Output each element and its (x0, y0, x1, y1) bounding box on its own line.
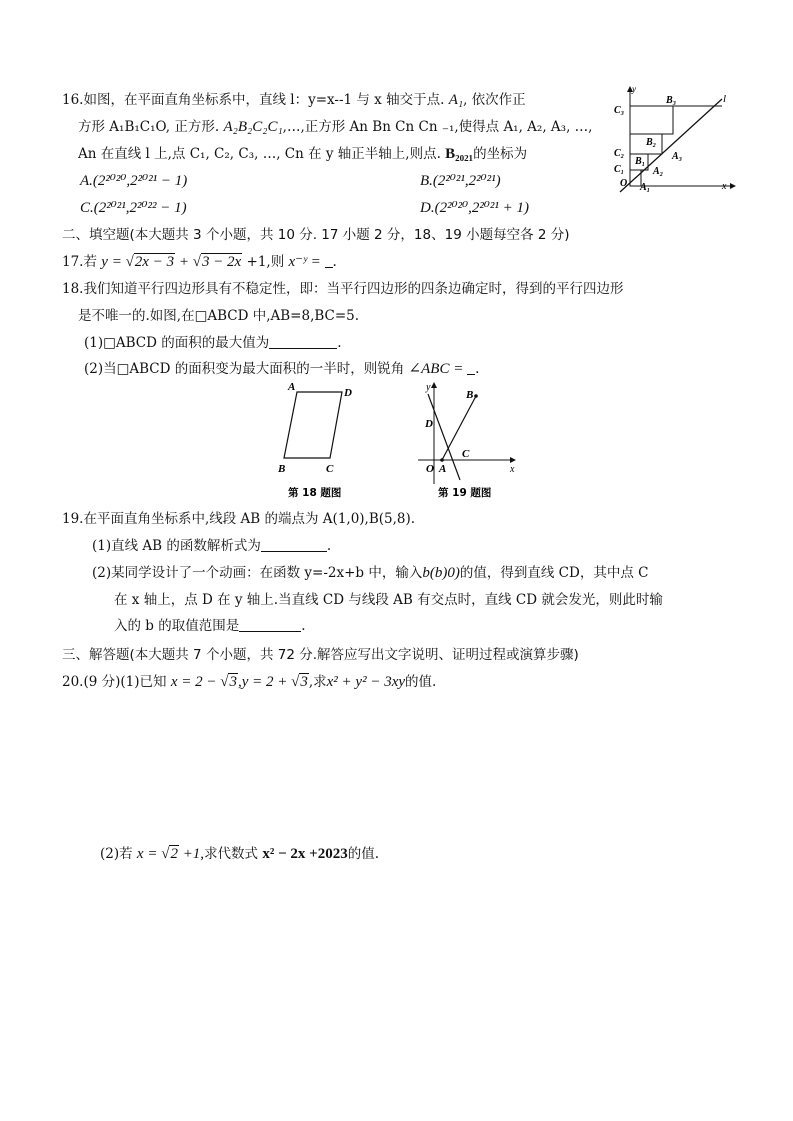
fig19-label-d: D (425, 418, 433, 430)
q20-part1: 20.(9 分)(1)已知 x = 2 − √3,y = 2 + √3,求x² + y² − 3xy的值. (62, 674, 437, 690)
fig16-label-y: y (632, 84, 636, 94)
q20-radicand-1: 3 (229, 674, 237, 690)
q18-line1: 18.我们知道平行四边形具有不稳定性，即：当平行四边形的四条边确定时，得到的平行四边形 (62, 281, 624, 297)
fig16-label-c2: C₂ (614, 148, 625, 159)
figure-16 (612, 82, 757, 194)
section-3-heading: 三、解答题(本大题共 7 个小题，共 72 分.解答应写出文字说明、证明过程或演算步骤) (62, 647, 579, 663)
point-b (474, 394, 478, 398)
fig16-label-x: x (722, 181, 727, 192)
q18-answer-blank-2[interactable] (467, 360, 475, 375)
fig16-label-a2: A₂ (653, 166, 664, 177)
q19-part2-line2: 在 x 轴上，点 D 在 y 轴上.当直线 CD 与线段 AB 有交点时，直线 CD 就会发光，则此时输 (114, 592, 663, 608)
q17-answer-blank[interactable] (325, 253, 333, 268)
q18-line2: 是不唯一的.如图,在□ABCD 中,AB=8,BC=5. (78, 308, 360, 324)
q16-option-c[interactable]: C.(2²⁰²¹,2²⁰²² − 1) (80, 200, 187, 216)
fig18-label-c: C (326, 463, 334, 475)
q19-line1: 19.在平面直角坐标系中,线段 AB 的端点为 A(1,0),B(5,8). (62, 511, 416, 527)
fig18-label-d: D (344, 387, 352, 399)
q16-line1: 16.如图，在平面直角坐标系中，直线 l：y=x--1 与 x 轴交于点. A₁, 依次作正 (62, 92, 526, 108)
q18-answer-blank-1[interactable] (269, 334, 337, 349)
q16-option-d[interactable]: D.(2²⁰²⁰,2²⁰²¹ + 1) (420, 200, 529, 216)
fig16-label-b1: B₁ (635, 156, 646, 167)
fig19-label-o: O (426, 463, 434, 475)
fig16-label-a1: A₁ (640, 182, 651, 193)
q16-option-a[interactable]: A.(2²⁰²⁰,2²⁰²¹ − 1) (80, 173, 188, 189)
q19-part2-line3: 入的 b 的取值范围是 . (114, 618, 306, 634)
fig16-label-a3: A₃ (672, 151, 683, 162)
fig19-caption: 第 19 题图 (438, 487, 492, 499)
q18-part1: (1)□ABCD 的面积的最大值为 . (84, 335, 342, 351)
q20-radicand-2: 3 (300, 674, 308, 690)
point-a (440, 458, 444, 462)
q19-part1: (1)直线 AB 的函数解析式为 . (92, 538, 332, 554)
fig16-label-c3: C₃ (614, 105, 625, 116)
fig16-label-b3: B₃ (666, 95, 677, 106)
figure-18 (274, 380, 384, 500)
line-l (620, 99, 722, 192)
q16-line2: 方形 A₁B₁C₁O, 正方形. A₂B₂C₂C₁,…,正方形 An Bn Cn Cn ₋₁,使得点 A₁, A₂, A₃, …, (78, 119, 593, 135)
q16-option-b[interactable]: B.(2²⁰²¹,2²⁰²¹) (420, 173, 501, 189)
fig19-label-x: x (510, 464, 515, 475)
fig16-label-o: O (620, 178, 628, 189)
fig19-label-a: A (439, 463, 447, 475)
q20-part2: (2)若 x = √2 +1,求代数式 x² − 2x +2023的值. (100, 846, 379, 862)
section-2-heading: 二、填空题(本大题共 3 个小题，共 10 分. 17 小题 2 分，18、19 小题每空各 2 分) (62, 227, 570, 243)
fig16-label-b2: B₂ (646, 137, 657, 148)
q20-radicand-3: 2 (170, 846, 178, 862)
fig16-label-l: l (723, 93, 727, 105)
q19-answer-blank-2[interactable] (239, 617, 301, 632)
fig18-label-a: A (288, 381, 296, 393)
q16-line3: An 在直线 l 上,点 C₁, C₂, C₃, …, Cn 在 y 轴正半轴上,则点. B₂₀₂₁的坐标为 (78, 146, 528, 162)
fig19-label-y: y (426, 382, 431, 393)
fig19-label-b: B (466, 389, 474, 401)
parallelogram-abcd (284, 392, 342, 458)
figure-19 (414, 380, 524, 500)
q17-radicand-2: 3 − 2x (201, 254, 242, 270)
q19-part2-line1: (2)某同学设计了一个动画：在函数 y=-2x+b 中，输入b(b)0)的值，得到直线 CD，其中点 C (92, 565, 649, 581)
q19-answer-blank-1[interactable] (261, 537, 327, 552)
q18-part2: (2)当□ABCD 的面积变为最大面积的一半时，则锐角 ∠ABC = . (84, 361, 480, 377)
q17: 17.若 y = √2x − 3 + √3 − 2x +1,则 x⁻ʸ = . (62, 254, 337, 270)
fig18-label-b: B (278, 463, 286, 475)
segment-ab (442, 396, 476, 460)
square-4 (630, 106, 673, 134)
fig16-label-c1: C₁ (614, 164, 625, 175)
fig19-label-c: C (462, 448, 470, 460)
q17-radicand-1: 2x − 3 (134, 254, 175, 270)
fig18-caption: 第 18 题图 (288, 487, 342, 499)
